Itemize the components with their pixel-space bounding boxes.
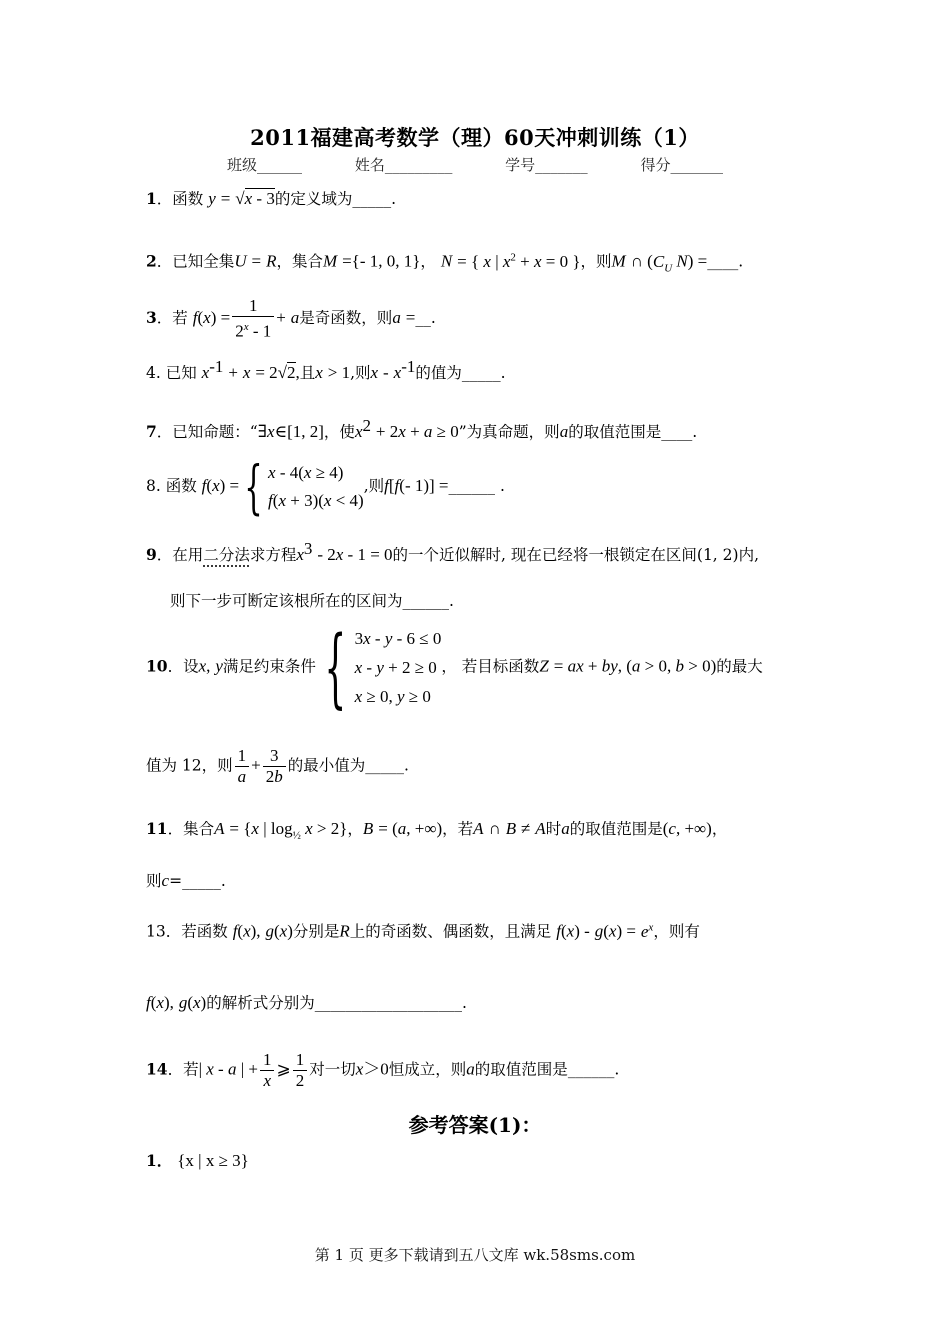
answer-blank: __. [415, 308, 436, 327]
question-4: 4. 已知 $x^{-1} + x = 2√2$,且x > 1,则x - $x^{-1}$的值为_____. [146, 357, 506, 383]
answer-blank: _____. [461, 364, 506, 383]
score-field: 得分_______ [640, 156, 723, 174]
answer-blank: _____. [352, 190, 397, 208]
question-14: 14．若| x - a | + $\frac{1}{x}$ ⩾ $\frac{1}{2}$ 对一切x＞0恒成立，则a的取值范围是______. [146, 1050, 620, 1090]
piecewise-cases: x - 4(x ≥ 4) f(x + 3)(x < 4) [268, 463, 364, 510]
question-number: 8 [146, 477, 156, 495]
answer-blank: ____. [661, 423, 698, 442]
answer-number: 1 [146, 1151, 157, 1170]
question-1: 1．函数 y = √x - 3的定义域为_____. [146, 189, 397, 208]
question-number: 13 [146, 922, 166, 941]
question-11-line-2: 则c=_____. [146, 871, 226, 890]
question-number: 14 [146, 1059, 168, 1079]
answer-blank: _____. [365, 756, 409, 775]
formula: y [208, 189, 216, 208]
class-field: 班级______ [227, 156, 303, 174]
question-number: 3 [146, 307, 157, 327]
page-title: 2011福建高考数学（理）60天冲刺训练（1） [250, 125, 700, 150]
answer-blank: ______ . [448, 477, 505, 495]
question-10: 10．设x, y满足约束条件{ 3x - y - 6 ≤ 0 x - y + 2 ≥ 0 x ≥ 0, y ≥ 0 ， 若目标函数Z = ax + by, (a > 0, b > 0)的最大 [146, 617, 763, 718]
answer-1: 1． {x | x ≥ 3} [146, 1151, 249, 1170]
question-13: 13．若函数 f(x), g(x)分别是R上的奇函数、偶函数，且满足 $f(x) - g(x) = e^x$，则有 [146, 921, 700, 941]
answers-title: 参考答案(1)： [408, 1113, 542, 1137]
question-11: 11．集合A = {x | $\log_{\frac{1}{2}} x > 2$}，B = (a, +∞)，若A ∩ B ≠ A时a的取值范围是(c, +∞)， [146, 819, 728, 842]
question-9-line-2: 则下一步可断定该根所在的区间为______. [170, 592, 454, 610]
page-footer: 第 1 页 更多下载请到五八文库 wk.58sms.com [314, 1246, 636, 1264]
student-id-field: 学号_______ [505, 156, 588, 174]
answer-blank: _____. [182, 872, 226, 890]
question-8: 8. 函数 f(x) ={ x - 4(x ≥ 4) f(x + 3)(x < 4) ,则f[f(- 1)] =______ . [146, 453, 505, 521]
question-10-line-2: 值为 12，则 $\frac{1}{a}$ + $\frac{3}{2b}$ 的最小值为_____. [146, 746, 409, 786]
question-number: 2 [146, 251, 157, 271]
answer-blank: ______. [402, 592, 454, 610]
answer-blank: ___________________. [314, 994, 467, 1012]
answer-blank: ______. [567, 1060, 620, 1079]
question-number: 1 [146, 189, 157, 208]
question-number: 11 [146, 819, 168, 838]
question-13-line-2: f(x), g(x)的解析式分别为___________________. [146, 993, 467, 1012]
answer-blank: ____. [707, 252, 744, 271]
constraint-system: 3x - y - 6 ≤ 0 x - y + 2 ≥ 0 x ≥ 0, y ≥ 0 [354, 629, 442, 706]
fraction: $\frac{1}{2^x - 1}$ [232, 296, 274, 342]
student-info-line [0, 154, 950, 175]
question-number: 9 [146, 545, 157, 565]
question-2: 2．已知全集U = R，集合M ={- 1, 0, 1}， N = { x | $x^2 + x = 0$ }，则M ∩ ($C_U$ N) =____. [146, 251, 744, 275]
answer-value: {x | x ≥ 3} [177, 1151, 249, 1170]
question-number: 4 [146, 364, 156, 383]
question-7: 7．已知命题：“∃x∈[1, 2]，使$x^2 + 2x + a \ge 0$”为真命题，则a的取值范围是____. [146, 416, 698, 442]
question-9: 9．在用二分法求方程$x^3 - 2x - 1 = 0$的一个近似解时, 现在已经将一根锁定在区间(1, 2)内, [146, 539, 760, 565]
question-number: 10 [146, 656, 168, 676]
question-number: 7 [146, 422, 157, 442]
question-3: 3．若 f(x) = $\frac{1}{2^x - 1}$ + a是奇函数，则a =__. [146, 296, 436, 341]
name-field: 姓名_________ [354, 156, 453, 174]
